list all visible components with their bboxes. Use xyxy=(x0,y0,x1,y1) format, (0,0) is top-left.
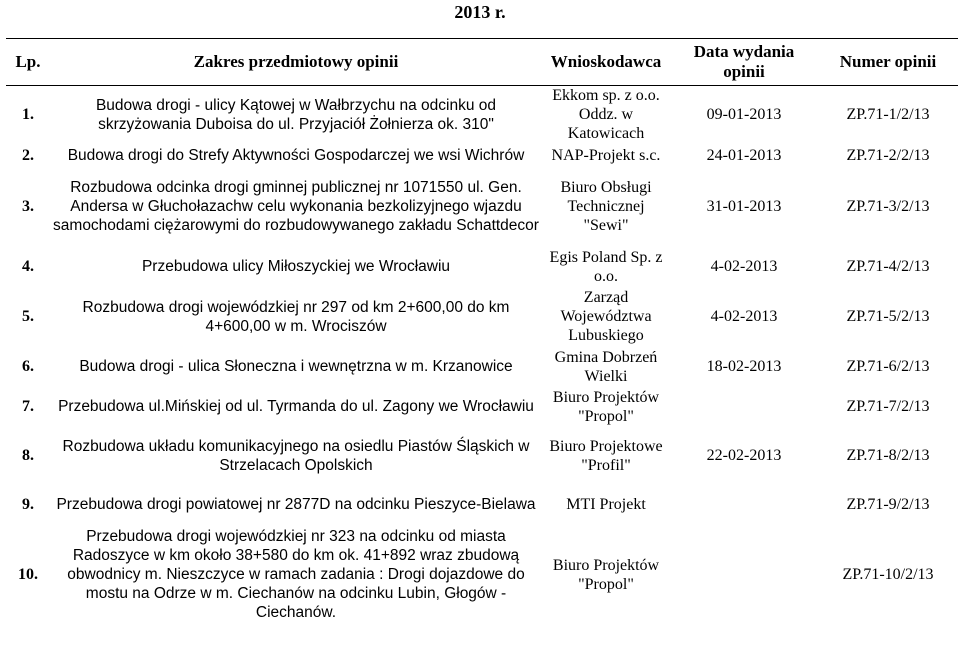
table-row xyxy=(6,347,958,387)
row-lp: 8. xyxy=(22,447,34,464)
row-lp: 2. xyxy=(22,146,34,164)
row-date: 4-02-2013 xyxy=(710,308,778,325)
row-date xyxy=(670,387,818,427)
table-row xyxy=(6,86,958,144)
row-date: 09-01-2013 xyxy=(706,106,782,124)
row-lp: 4. xyxy=(22,258,34,275)
row-date: 18-02-2013 xyxy=(706,358,782,375)
table-row xyxy=(6,427,958,485)
row-applicant: Biuro Obsługi Technicznej "Sewi" xyxy=(560,179,652,234)
row-scope: Budowa drogi do Strefy Aktywności Gospodarczej we wsi Wichrów xyxy=(67,146,525,164)
row-scope: Rozbudowa odcinka drogi gminnej publicznej nr 1071550 ul. Gen. Andersa w Głuchołazachw celu wykonania bezkolizyjnego wjazdu samochodami ciężarowymi do rozbudowywanego zakładu Schattdecor xyxy=(53,179,539,234)
row-lp: 7. xyxy=(22,398,34,415)
row-scope: Przebudowa drogi wojewódzkiej nr 323 na odcinku od miasta Radoszyce w km około 38+580 do km ok. 41+892 wraz zbudową obwodnicy m. Nieszczyce w ramach zadania : Drogi dojazdowe do mostu na Odrze w m. Ciechanów na odcinku Lubin, Głogów - Ciechanów. xyxy=(67,528,525,621)
row-number: ZP.71-3/2/13 xyxy=(846,198,930,215)
row-applicant: Ekkom sp. z o.o. Oddz. w Katowicach xyxy=(552,87,660,143)
row-date: 4-02-2013 xyxy=(710,258,778,275)
row-number: ZP.71-9/2/13 xyxy=(846,496,930,513)
row-number: ZP.71-7/2/13 xyxy=(846,398,930,415)
row-applicant: Biuro Projektów "Propol" xyxy=(552,388,660,425)
header-scope: Zakres przedmiotowy opinii xyxy=(50,39,542,86)
page-title: 2013 r. xyxy=(454,2,506,22)
row-date xyxy=(670,485,818,525)
opinions-table xyxy=(6,38,958,625)
row-lp: 1. xyxy=(22,106,34,124)
row-applicant: Zarząd Województwa Lubuskiego xyxy=(560,289,652,344)
row-applicant: Egis Poland Sp. z o.o. xyxy=(549,248,663,285)
header-number: Numer opinii xyxy=(818,39,958,86)
table-row xyxy=(6,167,958,247)
row-date: 22-02-2013 xyxy=(706,447,782,464)
row-applicant: Biuro Projektowe "Profil" xyxy=(549,437,663,474)
header-lp: Lp. xyxy=(6,39,50,86)
row-applicant: Biuro Projektów "Propol" xyxy=(552,556,660,593)
row-lp: 6. xyxy=(22,358,34,375)
row-number: ZP.71-1/2/13 xyxy=(846,106,930,124)
row-scope: Budowa drogi - ulicy Kątowej w Wałbrzychu na odcinku od skrzyżowania Duboisa do ul. Przyjaciół Żołnierza ok. 310" xyxy=(95,96,497,133)
table-row xyxy=(6,525,958,625)
row-applicant: NAP-Projekt s.c. xyxy=(551,146,661,164)
header-issue-date: Data wydania opinii xyxy=(670,39,818,86)
row-lp: 3. xyxy=(22,198,34,215)
row-number: ZP.71-5/2/13 xyxy=(846,308,930,325)
row-lp: 9. xyxy=(22,496,34,513)
row-date: 24-01-2013 xyxy=(706,146,782,164)
row-scope: Budowa drogi - ulica Słoneczna i wewnętrzna w m. Krzanowice xyxy=(79,358,513,375)
row-scope: Przebudowa drogi powiatowej nr 2877D na odcinku Pieszyce-Bielawa xyxy=(56,496,536,513)
row-number: ZP.71-10/2/13 xyxy=(842,566,934,583)
row-number: ZP.71-6/2/13 xyxy=(846,358,930,375)
row-lp: 10. xyxy=(18,566,38,583)
row-applicant: Gmina Dobrzeń Wielki xyxy=(554,348,658,385)
row-applicant: MTI Projekt xyxy=(566,496,646,513)
header-applicant: Wnioskodawca xyxy=(542,39,670,86)
row-number: ZP.71-8/2/13 xyxy=(846,447,930,464)
table-header-row xyxy=(6,39,958,86)
table-row xyxy=(6,387,958,427)
table-row xyxy=(6,287,958,347)
table-row xyxy=(6,247,958,287)
row-number: ZP.71-2/2/13 xyxy=(846,146,930,164)
row-scope: Przebudowa ulicy Miłoszyckiej we Wrocławiu xyxy=(141,258,451,275)
row-lp: 5. xyxy=(22,308,34,325)
table-row xyxy=(6,485,958,525)
row-number: ZP.71-4/2/13 xyxy=(846,258,930,275)
row-scope: Rozbudowa drogi wojewódzkiej nr 297 od km 2+600,00 do km 4+600,00 w m. Wrociszów xyxy=(82,298,510,335)
table-row xyxy=(6,144,958,167)
row-scope: Przebudowa ul.Mińskiej od ul. Tyrmanda do ul. Zagony we Wrocławiu xyxy=(58,398,534,415)
row-date xyxy=(670,525,818,625)
row-scope: Rozbudowa układu komunikacyjnego na osiedlu Piastów Śląskich w Strzelacach Opolskich xyxy=(62,437,530,474)
row-date: 31-01-2013 xyxy=(706,198,782,215)
